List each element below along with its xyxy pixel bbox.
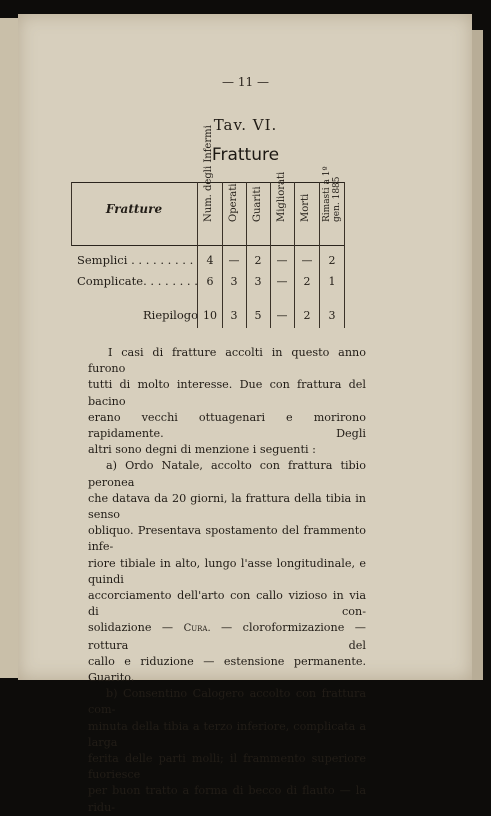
table-cell: 1 [328,275,336,288]
table-cell: 3 [230,309,238,322]
text-fragment: — cloroformizazione — rottura del [88,621,366,652]
text-line: per buon tratto a forma di becco di flauto — la ridu- [88,784,366,814]
header-rule [71,245,345,246]
col-divider [319,182,320,328]
text-line: minuta della tibia a terzo inferiore, complicata a larga [88,719,366,749]
table-cell: — [228,254,240,267]
table-cell: 3 [230,275,238,288]
col-divider [294,182,295,328]
column-header: Rimasti a 1º gen. 1885 [322,166,342,222]
table-cell: — [301,254,313,267]
text-line: altri sono degni di menzione i seguenti : [88,443,316,457]
table-cell: — [276,275,288,288]
col-divider [246,182,247,328]
column-header: Migliorati [276,171,287,222]
text-line: I casi di fratture accolti in questo anno furono [88,346,366,376]
col-divider [197,182,198,328]
row-label-riepilogo: Riepilogo [143,308,199,322]
text-line: b) Consentino Calogero accolto con frattura com- [88,687,366,717]
body-text [88,345,366,816]
table-cell: 5 [254,309,262,322]
page-number: — 11 — [222,75,269,89]
cura-label: Cura. [183,623,211,635]
column-header: Operati [228,183,239,222]
column-header: Guariti [252,186,263,222]
text-line: erano vecchi ottuagenari e morirono rapidamente. Degli [88,410,366,441]
table-cell: 2 [303,309,311,322]
table-cell: 2 [254,254,262,267]
table-cell: 10 [203,309,217,322]
right-border [344,182,345,328]
col-divider [222,182,223,328]
row-label-semplici: Semplici . . . . . . . . . [77,253,194,267]
text-fragment: solidazione — [88,621,184,635]
row-header-title: Fratture [105,202,163,216]
text-line: callo e riduzione — estensione permanente. Guarito. [88,654,366,685]
table-number: Tav. VI. [213,116,278,134]
table-cell: 3 [328,309,336,322]
table-cell: 6 [206,275,214,288]
text-line [88,620,366,653]
table-cell: 2 [328,254,336,267]
row-label-complicate: Complicate. . . . . . . . [77,274,198,288]
table-cell: 4 [206,254,214,267]
text-line: a) Ordo Natale, accolto con frattura tibio peronea [88,459,366,489]
column-header: Morti [300,193,311,222]
table-cell: 2 [303,275,311,288]
column-header: Num. degli Infermi [203,125,214,222]
text-line: obliquo. Presentava spostamento del frammento infe- [88,524,366,554]
text-line: tutti di molto interesse. Due con frattura del bacino [88,378,366,408]
table-cell: — [276,309,288,322]
table-cell: — [276,254,288,267]
text-line: accorciamento dell'arto con callo vizioso in via di con- [88,589,366,619]
col-divider [270,182,271,328]
text-line: riore tibiale in alto, lungo l'asse longitudinale, e quindi [88,556,366,586]
table-heading: Fratture [211,145,280,165]
text-line: che datava da 20 giorni, la frattura della tibia in senso [88,491,366,522]
text-line: ferita delle parti molli; il frammento superiore fuoriesce [88,752,366,782]
table-cell: 3 [254,275,262,288]
